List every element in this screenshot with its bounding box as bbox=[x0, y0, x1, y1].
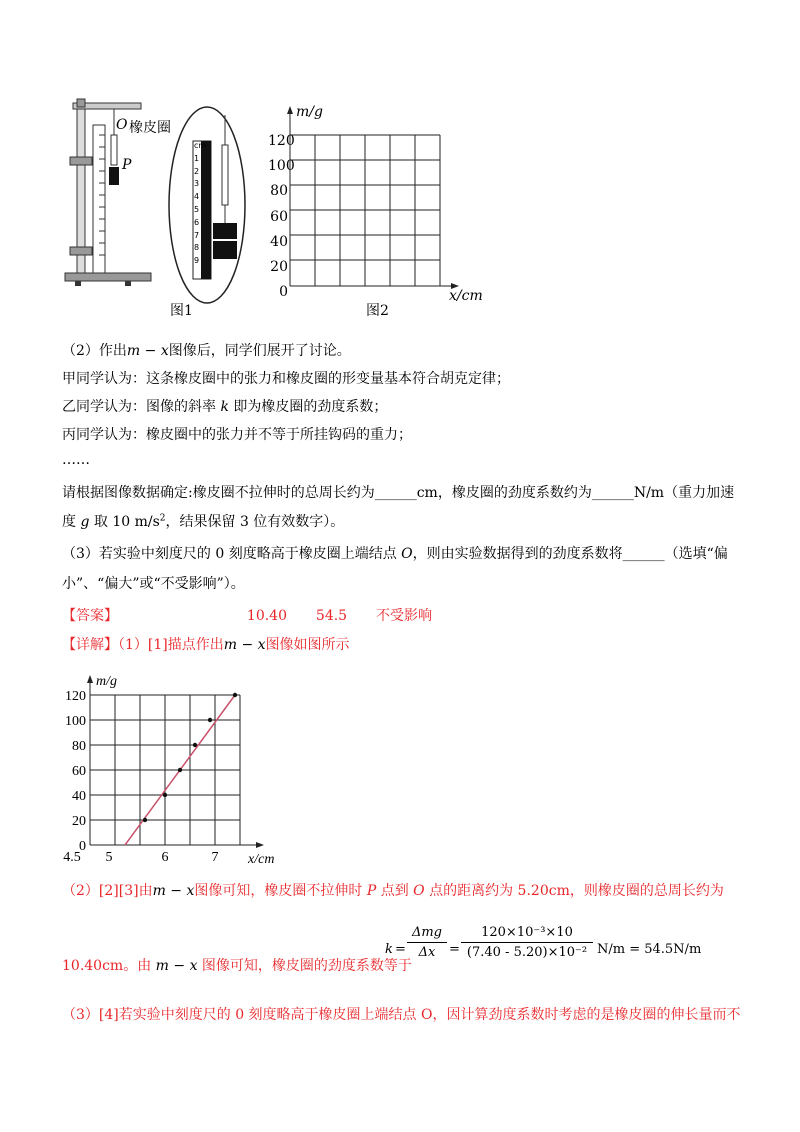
fill-question-line-2 bbox=[62, 511, 344, 531]
detail-a: （1）[1]描点作出 bbox=[118, 637, 224, 653]
q3-explanation-line: （3）[4]若实验中刻度尺的 0 刻度略高于橡皮圈上端结点 O，因计算劲度系数时考虑的是橡皮圈的伸长量而不 bbox=[62, 1007, 741, 1023]
q2-math: m − x bbox=[126, 343, 169, 359]
formula-den2: (7.40 - 5.20)×10⁻² bbox=[466, 945, 588, 960]
y-tick-label: 20 bbox=[72, 814, 86, 829]
ellipsis-line: …… bbox=[62, 452, 90, 468]
detail-math: m − x bbox=[223, 637, 266, 653]
fill-question-line-1: 请根据图像数据确定:橡皮圈不拉伸时的总周长约为______cm，橡皮圈的劲度系数约为______N/m（重力加速 bbox=[62, 485, 735, 501]
fig1-magnified-ruler bbox=[167, 105, 247, 305]
fig2-ytick: 60 bbox=[270, 208, 288, 225]
ruler-tick: 3 bbox=[194, 179, 200, 189]
x-tick-label: 4.5 bbox=[63, 850, 81, 865]
jia-line: 甲同学认为：这条橡皮圈中的张力和橡皮圈的形变量基本符合胡克定律； bbox=[62, 371, 510, 387]
exp2-math: m − x bbox=[152, 883, 195, 899]
detail-label: 【详解】 bbox=[62, 637, 118, 653]
fig2-empty-grid bbox=[255, 100, 495, 300]
fig2-caption: 图2 bbox=[366, 303, 389, 319]
y-tick-label: 0 bbox=[79, 839, 86, 854]
y-tick-label: 40 bbox=[72, 789, 86, 804]
answer-line bbox=[62, 605, 432, 625]
fig2-ytick: 120 bbox=[268, 133, 295, 149]
y-tick-label: 120 bbox=[65, 689, 86, 704]
formula-num1: Δmg bbox=[411, 925, 443, 940]
formula-k: k bbox=[385, 942, 393, 957]
y-axis-arrow bbox=[87, 675, 93, 683]
formula-num2: 120×10⁻³×10 bbox=[481, 925, 573, 940]
answer-3: 不受影响 bbox=[375, 608, 432, 624]
answer-chart bbox=[60, 670, 310, 870]
data-point bbox=[233, 693, 237, 697]
ruler-tick: 9 bbox=[194, 256, 200, 266]
x-tick-label: 5 bbox=[105, 850, 113, 865]
fill-b2: 取 10 m/s bbox=[89, 514, 160, 530]
data-point bbox=[178, 768, 182, 772]
exp2-line-1 bbox=[62, 880, 724, 900]
q3-line-2: 小”、“偏大”或“不受影响”）。 bbox=[62, 576, 245, 592]
x-tick-label: 7 bbox=[211, 850, 219, 865]
q3-o: O bbox=[401, 546, 413, 562]
exp2-p: P bbox=[366, 883, 377, 899]
answer-1: 10.40 bbox=[246, 608, 287, 624]
detail-line bbox=[62, 634, 350, 654]
q2-suffix: 图像后，同学们展开了讨论。 bbox=[168, 343, 351, 359]
ruler-tick: 7 bbox=[194, 230, 200, 240]
answer-2: 54.5 bbox=[315, 608, 348, 624]
fig1-p-label: P bbox=[122, 157, 132, 173]
ruler-ticks bbox=[194, 140, 206, 268]
q2-prefix: （2）作出 bbox=[62, 343, 127, 359]
data-point bbox=[143, 818, 147, 822]
formula-tail: N/m = 54.5N/m bbox=[597, 942, 702, 957]
y-tick-label: 60 bbox=[72, 764, 86, 779]
data-point bbox=[193, 743, 197, 747]
ruler-unit-label: cm bbox=[194, 141, 207, 150]
data-point bbox=[208, 718, 212, 722]
fig2-x-axis-label: x/cm bbox=[449, 288, 483, 304]
formula-den1: Δx bbox=[418, 945, 436, 960]
exp2-b: 图像可知，橡皮圈不拉伸时 bbox=[194, 883, 367, 899]
q3-line-1 bbox=[62, 543, 728, 563]
yi-k: k bbox=[220, 399, 229, 415]
ruler-tick: 2 bbox=[194, 166, 200, 176]
fig2-y-ticks bbox=[268, 129, 295, 305]
yi-line bbox=[62, 396, 387, 416]
q2-line bbox=[62, 340, 351, 360]
ruler-tick: 1 bbox=[194, 153, 200, 163]
yi-a: 乙同学认为：图像的斜率 bbox=[62, 399, 221, 415]
fig2-ytick: 80 bbox=[270, 183, 288, 200]
answer-label: 【答案】 bbox=[62, 608, 118, 624]
fig1-caption: 图1 bbox=[170, 303, 193, 319]
fill-b3: ，结果保留 3 位有效数字）。 bbox=[165, 514, 345, 530]
data-point bbox=[163, 793, 167, 797]
fig2-ytick: 100 bbox=[268, 158, 295, 175]
exp2-math2: m − x bbox=[155, 958, 198, 974]
fill-b1: 度 bbox=[62, 514, 81, 530]
detail-b: 图像如图所示 bbox=[265, 637, 350, 653]
fig1-rubber-band-label: 橡皮圈 bbox=[129, 120, 171, 136]
fig1-o-label: O bbox=[116, 117, 128, 133]
ruler-tick: 6 bbox=[194, 217, 200, 227]
fig2-y-axis-label: m/g bbox=[296, 104, 323, 120]
q3-b: ，则由实验数据得到的劲度系数将______（选填“偏 bbox=[412, 546, 728, 562]
y-tick-label: 100 bbox=[65, 714, 86, 729]
ruler-tick: 8 bbox=[194, 243, 200, 253]
x-axis-label: x/cm bbox=[248, 852, 275, 867]
fill-sup: 2 bbox=[159, 513, 166, 524]
exp2-f: 图像可知，橡皮圈的劲度系数等于 bbox=[197, 958, 412, 974]
fig2-ytick: 40 bbox=[270, 233, 288, 250]
fig2-ytick: 20 bbox=[270, 259, 288, 276]
exp2-e: 10.40cm。由 bbox=[62, 958, 156, 974]
exp2-line-2 bbox=[62, 955, 412, 975]
q3-a: （3）若实验中刻度尺的 0 刻度略高于橡皮圈上端结点 bbox=[62, 546, 402, 562]
y-axis-label: m/g bbox=[96, 674, 117, 689]
ruler-tick: 4 bbox=[194, 192, 200, 202]
x-tick-label: 6 bbox=[161, 850, 169, 865]
exp2-c: 点到 bbox=[376, 883, 414, 899]
exp2-o: O bbox=[413, 883, 425, 899]
fig2-ytick: 0 bbox=[279, 284, 288, 301]
y-tick-label: 80 bbox=[72, 739, 86, 754]
bing-line: 丙同学认为：橡皮圈中的张力并不等于所挂钩码的重力； bbox=[62, 427, 412, 443]
fill-g: g bbox=[80, 514, 90, 530]
exp2-d: 点的距离约为 5.20cm，则橡皮圈的总周长约为 bbox=[424, 883, 724, 899]
exp2-a: （2）[2][3]由 bbox=[62, 883, 153, 899]
x-axis-arrow bbox=[256, 842, 264, 848]
ruler-tick: 5 bbox=[194, 204, 200, 214]
yi-b: 即为橡皮圈的劲度系数； bbox=[228, 399, 388, 415]
